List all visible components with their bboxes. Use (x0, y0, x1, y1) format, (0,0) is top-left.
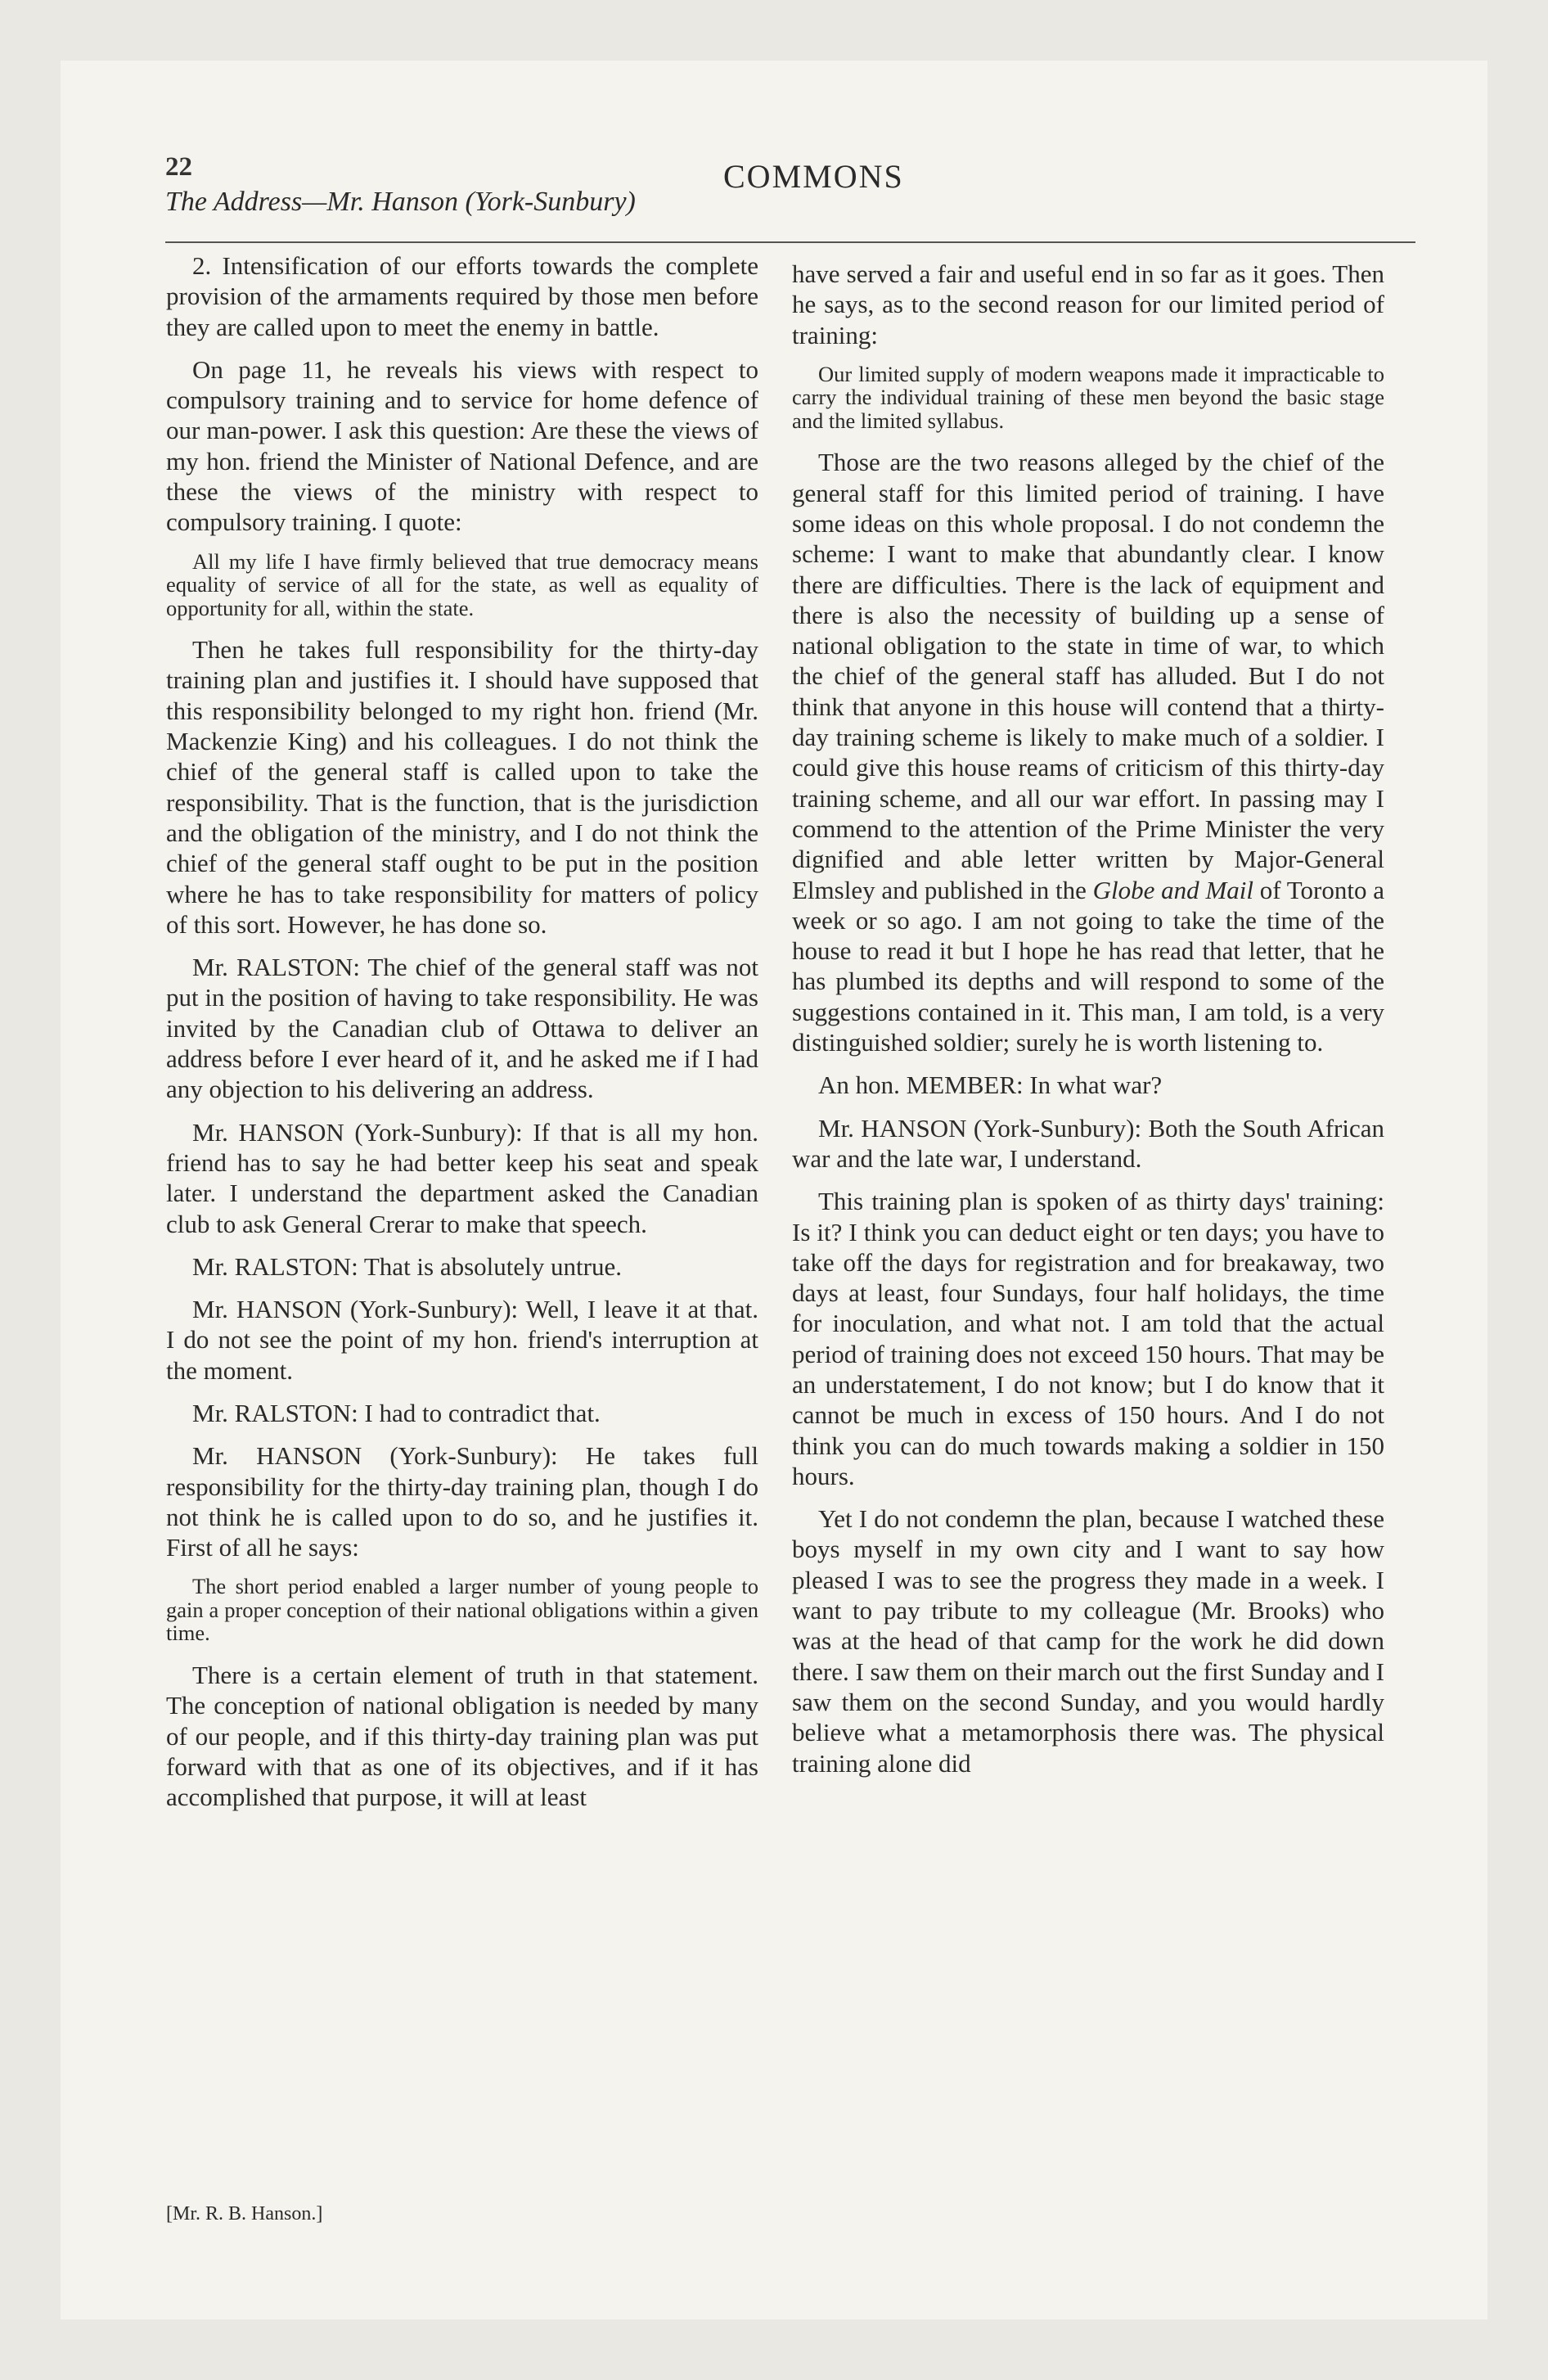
page-title: COMMONS (723, 158, 904, 195)
paragraph: On page 11, he reveals his views with respect to compulsory training and to service for home defence of our man-power. I ask this question: Are these the views of my hon. friend the Minister of National Defence, and are these the views of the ministry with respect to compulsory training. I quote: (166, 354, 758, 537)
block-quote: Our limited supply of modern weapons made it impracticable to carry the individual training of these men beyond the basic stage and the limited syllabus. (792, 361, 1384, 433)
paragraph: have served a fair and useful end in so far as it goes. Then he says, as to the second reason for our limited period of training: (792, 259, 1384, 349)
left-column (166, 250, 758, 1824)
speech-hanson: Mr. HANSON (York-Sunbury): Well, I leave it at that. I do not see the point of my hon. friend's interruption at the moment. (166, 1295, 758, 1385)
paragraph: Then he takes full responsibility for the thirty-day training plan and justifies it. I should have supposed that this responsibility belonged to my right hon. friend (Mr. Mackenzie King) and his colleagues. I do not think the chief of the general staff is called upon to take the responsibility. That is the function, that is the jurisdiction and the obligation of the ministry, and I do not think the chief of the general staff ought to be put in the position where he has to take responsibility for matters of policy of this sort. However, he has done so. (166, 635, 758, 939)
paragraph: Yet I do not condemn the plan, because I watched these boys myself in my own city and I want to say how pleased I was to see the progress they made in a week. I want to pay tribute to my colleague (Mr. Brooks) who was at the head of that camp for the work he did down there. I saw them on their march out the first Sunday and I saw them on the second Sunday, and you would hardly believe what a metamorphosis there was. The physical training alone did (792, 1504, 1384, 1778)
running-head: The Address—Mr. Hanson (York-Sunbury) (165, 187, 636, 217)
text-run: of Toronto a week or so ago. I am not going to take the time of the house to read it but I hope he has read that letter, that he has plumbed its depths and will respond to some of the suggestions contained in it. This man, I am told, is a very distinguished soldier; surely he is worth listening to. (792, 875, 1384, 1057)
speech-hanson: Mr. HANSON (York-Sunbury): If that is all my hon. friend has to say he had better keep his seat and speak later. I understand the department asked the Canadian club to ask General Crerar to make that speech. (166, 1117, 758, 1238)
speech-ralston: Mr. RALSTON: That is absolutely untrue. (192, 1251, 622, 1281)
speech-ralston: Mr. RALSTON: The chief of the general staff was not put in the position of having to take responsibility. He was invited by the Canadian club of Ottawa to deliver an address before I ever heard of it, and he asked me if I had any objection to his delivering an address. (166, 953, 758, 1104)
paragraph: 2. Intensification of our efforts towards the complete provision of the armaments required by those men before they are called upon to meet the enemy in battle. (166, 251, 758, 341)
speech-member: An hon. MEMBER: In what war? (818, 1071, 1163, 1100)
block-quote: The short period enabled a larger number of young people to gain a proper conception of their national obligations within a given time. (166, 1574, 758, 1646)
text-run: Those are the two reasons alleged by the chief of the general staff for this limited period of training. I have some ideas on this whole proposal. I do not condemn the scheme: I want to make that abundantly clear. I know there are difficulties. There is the lack of equipment and there is also the necessity of building up a sense of national obligation to the state in time of war, to which the chief of the general staff has alluded. But I do not think that anyone in this house will contend that a thirty-day training scheme is likely to make much of a soldier. I could give this house reams of criticism of this thirty-day training scheme, and all our war effort. In passing may I commend to the attention of the Prime Minister the very dignified and able letter written by Major-General Elmsley and published in the (792, 448, 1384, 904)
paragraph (792, 447, 1384, 1057)
paragraph: This training plan is spoken of as thirty days' training: Is it? I think you can deduct eight or ten days; you have to take off the days for registration and for breakaway, two days at least, four Sundays, four half holidays, the time for inoculation, and what not. I am told that the actual period of training does not exceed 150 hours. That may be an understatement, I do not know; but I do know that it cannot be much in excess of 150 hours. And I do not think you can do much towards making a soldier in 150 hours. (792, 1187, 1384, 1490)
speech-hanson: Mr. HANSON (York-Sunbury): Both the South African war and the late war, I understand. (792, 1113, 1384, 1173)
header-rule (165, 241, 1415, 243)
page-number: 22 (165, 152, 192, 182)
block-quote: All my life I have firmly believed that true democracy means equality of service of all for the state, as well as equality of opportunity for all, within the state. (166, 548, 758, 620)
right-column (792, 259, 1384, 1791)
speaker-reference: [Mr. R. B. Hanson.] (166, 2203, 323, 2224)
paragraph: There is a certain element of truth in that statement. The conception of national obligation is needed by many of our people, and if this thirty-day training plan was put forward with that as one of its objectives, and if it has accomplished that purpose, it will at least (166, 1660, 758, 1812)
speech-hanson: Mr. HANSON (York-Sunbury): He takes full responsibility for the thirty-day training plan, though I do not think he is called upon to do so, and he justifies it. First of all he says: (166, 1441, 758, 1562)
newspaper-title: Globe and Mail (1092, 875, 1253, 904)
speech-ralston: Mr. RALSTON: I had to contradict that. (192, 1399, 601, 1427)
